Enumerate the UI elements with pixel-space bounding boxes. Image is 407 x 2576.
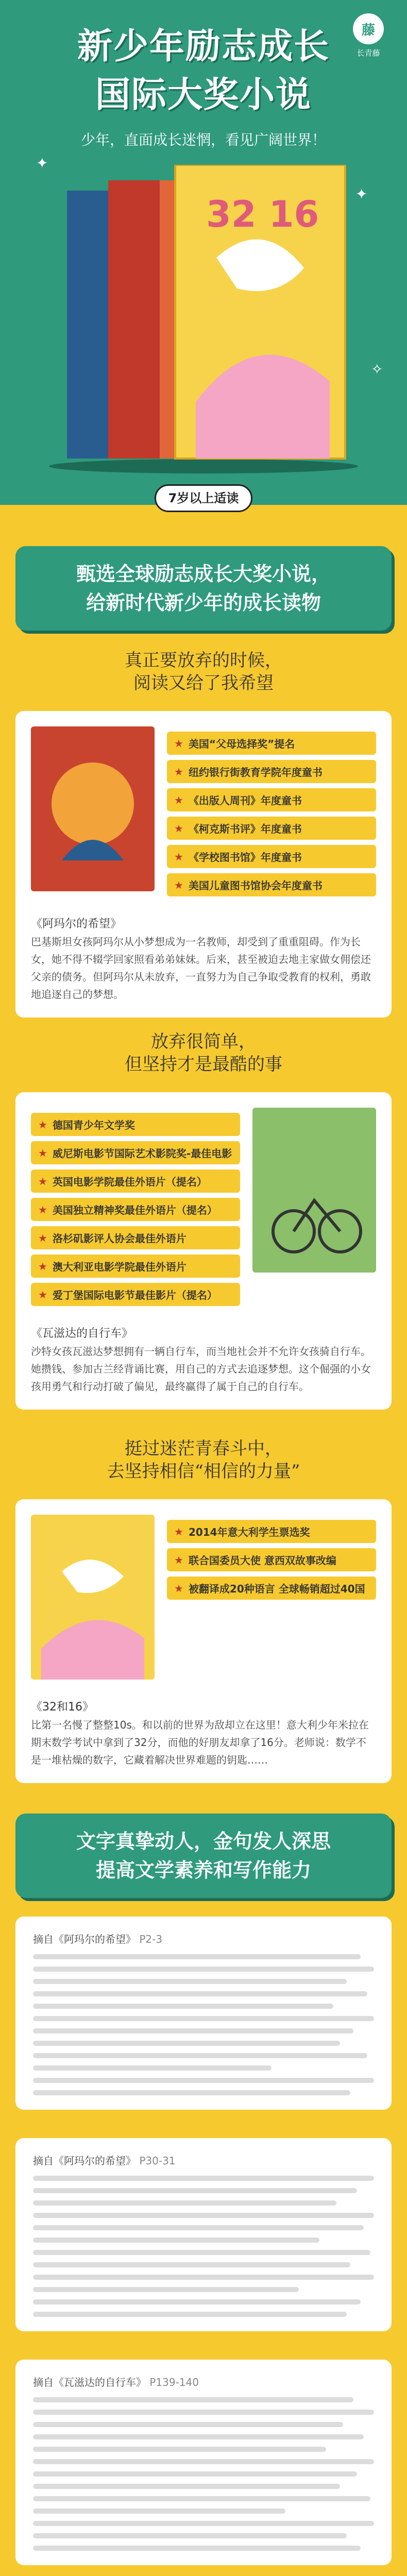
book-title-wadjda: 《瓦滋达的自行车》 [31,1327,133,1340]
award-item: ★ 被翻译成20种语言 全球畅销超过40国 [167,1577,376,1600]
star-icon: ★ [174,1582,183,1595]
book-card-32-16 [15,1499,392,1783]
star-icon: ★ [38,1146,47,1159]
book-card-amal [15,711,392,1018]
book-set-image [31,165,376,474]
award-item: ★ 《出版人周刊》年度童书 [167,788,376,811]
star-icon: ★ [174,878,183,891]
awards-list-amal [167,726,376,896]
excerpt-1-text [33,1954,374,2095]
excerpt-2-label: 摘自《阿玛尔的希望》 P30-31 [33,2155,176,2167]
excerpt-1-label: 摘自《阿玛尔的希望》 P2-3 [33,1933,163,1945]
award-item: ★ 2014年意大利学生票选奖 [167,1520,376,1543]
award-item: ★ 威尼斯电影节国际艺术影院奖-最佳电影 [31,1141,240,1164]
star-icon: ★ [174,737,183,750]
hero-title-line2: 国际大奖小说 [95,75,312,115]
handnote-1-line2: 阅读又给了我希望 [133,673,274,693]
section1-banner [15,546,392,631]
award-item: ★ 《学校图书馆》年度童书 [167,845,376,868]
cover-numbers: 32 16 [206,193,319,235]
handnote-1 [15,649,392,694]
section2-banner [15,1814,392,1898]
book-cover-wadjda [252,1108,376,1273]
award-item: ★ 英国电影学院最佳外语片（提名） [31,1170,240,1193]
award-item: ★ 美国“父母选择奖”提名 [167,732,376,755]
age-badge: 7岁以上适读 [155,484,252,512]
handnote-2 [15,1030,392,1076]
book-title-32-16: 《32和16》 [31,1701,94,1714]
star-icon: ★ [174,1525,183,1538]
excerpt-1 [15,1917,392,2110]
handnote-2-line1: 放弃很简单， [151,1031,256,1052]
handnote-2-line2: 但坚持才是最酷的事 [125,1054,282,1075]
hero-subtitle: 少年，直面成长迷惘，看见广阔世界！ [80,131,326,148]
section1-banner-line2: 给新时代新少年的成长读物 [86,591,321,614]
star-icon: ★ [174,765,183,778]
excerpt-3-text [33,2397,374,2551]
award-item: ★ 《柯克斯书评》年度童书 [167,817,376,840]
award-item: ★ 联合国委员大使 意西双故事改编 [167,1548,376,1571]
handnote-1-line1: 真正要放弃的时候， [125,650,282,671]
star-icon: ★ [38,1288,47,1301]
book-desc-32-16: 比第一名慢了整整10s。和以前的世界为敌却立在这里！意大利少年米拉在期末数学考试中拿到了32分，而他的好朋友却拿了16分。老师说：数学不是一堆枯燥的数字，它藏着解决世界难题的钥匙…… [31,1719,369,1766]
star-icon: ★ [38,1118,47,1131]
book-cover-amal [31,726,155,891]
award-item: ★ 洛杉矶影评人协会最佳外语片 [31,1226,240,1249]
logo-mark-icon: 藤 [353,13,384,44]
excerpt-3-label: 摘自《瓦滋达的自行车》 P139-140 [33,2376,199,2388]
excerpt-2-text [33,2176,374,2317]
logo-text: 长青藤 [357,48,380,58]
star-icon: ★ [38,1231,47,1244]
star-icon: ★ [38,1260,47,1273]
star-icon: ★ [174,822,183,835]
award-item: ★ 纽约银行街教育学院年度童书 [167,760,376,783]
award-item: ★ 美国儿童图书馆协会年度童书 [167,873,376,896]
hero-section [0,0,407,505]
star-icon: ★ [174,1553,183,1566]
sparkle-icon: ✧ [371,361,383,378]
book-cover-32-16 [31,1515,155,1680]
award-item: ★ 德国青少年文学奖 [31,1113,240,1136]
hero-title-line1: 新少年励志成长 [77,26,330,67]
section2-banner-line2: 提高文学素养和写作能力 [95,1859,311,1882]
section1-banner-line1: 甄选全球励志成长大奖小说， [76,563,331,585]
star-icon: ★ [38,1175,47,1188]
award-item: ★ 澳大利亚电影学院最佳外语片 [31,1255,240,1278]
handnote-3 [15,1437,392,1483]
book-card-wadjda [15,1092,392,1410]
excerpt-3 [15,2360,392,2565]
star-icon: ★ [38,1203,47,1216]
handnote-3-line1: 挺过迷茫青春斗中， [125,1438,282,1459]
star-icon: ★ [174,793,183,806]
award-item: ★ 美国独立精神奖最佳外语片（提名） [31,1198,240,1221]
sparkle-icon: ✦ [36,155,48,172]
sparkle-icon: ✦ [355,185,368,202]
section2-banner-line1: 文字真挚动人，金句发人深思 [76,1830,331,1853]
awards-list-32-16 [167,1515,376,1680]
star-icon: ★ [174,850,183,863]
award-item: ★ 爱丁堡国际电影节最佳影片（提名） [31,1283,240,1306]
excerpt-2 [15,2138,392,2331]
awards-list-wadjda [31,1108,240,1306]
book-desc-amal: 巴基斯坦女孩阿玛尔从小梦想成为一名教师，却受到了重重阻碍。作为长女，她不得不辍学回家照看弟弟妹妹。后来，甚至被迫去地主家做女佣偿还父亲的债务。但阿玛尔从未放弃，一直努力为自己争取受教育的权利，勇敢地追逐自己的梦想。 [31,936,371,1001]
handnote-3-line2: 去坚持相信“相信的力量” [107,1461,300,1482]
book-desc-wadjda: 沙特女孩瓦滋达梦想拥有一辆自行车，而当地社会并不允许女孩骑自行车。她攒钱、参加古兰经背诵比赛，用自己的方式去追逐梦想。这个倔强的小女孩用勇气和行动打破了偏见，最终赢得了属于自己的自行车。 [31,1345,371,1393]
book-title-amal: 《阿玛尔的希望》 [31,918,122,930]
